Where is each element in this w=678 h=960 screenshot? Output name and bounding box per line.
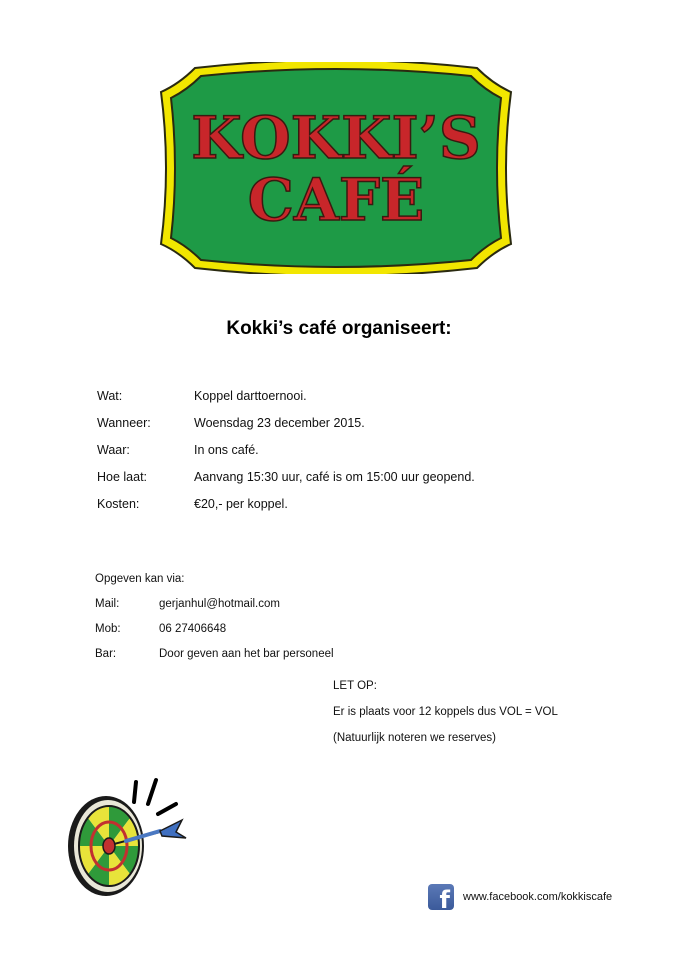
logo-line-1: KOKKI’S	[191, 104, 481, 172]
detail-value: Aanvang 15:30 uur, café is om 15:00 uur geopend.	[194, 470, 475, 484]
dartboard-icon	[64, 776, 204, 898]
contact-label: Bar:	[95, 648, 117, 660]
contact-phone: 06 27406648	[159, 623, 227, 635]
facebook-glyph: f	[439, 886, 450, 914]
attention-note	[333, 680, 558, 758]
contact-label: Mail:	[95, 598, 120, 610]
facebook-icon	[428, 884, 454, 914]
detail-value: In ons café.	[194, 443, 259, 457]
signup-intro: Opgeven kan via:	[95, 573, 185, 585]
page-heading: Kokki’s café organiseert:	[226, 318, 452, 339]
contact-email[interactable]: gerjanhul@hotmail.com	[159, 598, 280, 610]
logo-line-2: CAFÉ	[247, 166, 425, 234]
detail-label: Wanneer:	[97, 416, 151, 430]
detail-label: Kosten:	[97, 497, 140, 511]
contact-label: Mob:	[95, 623, 121, 635]
detail-label: Hoe laat:	[97, 470, 148, 484]
kokkis-cafe-logo	[155, 62, 517, 274]
note-title: LET OP:	[333, 680, 377, 692]
facebook-url[interactable]: www.facebook.com/kokkiscafe	[463, 891, 613, 903]
detail-value: €20,- per koppel.	[194, 497, 288, 511]
detail-label: Wat:	[97, 389, 123, 403]
facebook-link[interactable]	[428, 884, 613, 914]
detail-label: Waar:	[97, 443, 130, 457]
contact-bar: Door geven aan het bar personeel	[159, 648, 334, 660]
note-line-capacity: Er is plaats voor 12 koppels dus VOL = VOL	[333, 706, 558, 718]
logo-sign-shape	[155, 62, 517, 274]
detail-value: Woensdag 23 december 2015.	[194, 416, 365, 430]
note-line-reserves: (Natuurlijk noteren we reserves)	[333, 732, 496, 744]
detail-value: Koppel darttoernooi.	[194, 389, 307, 403]
